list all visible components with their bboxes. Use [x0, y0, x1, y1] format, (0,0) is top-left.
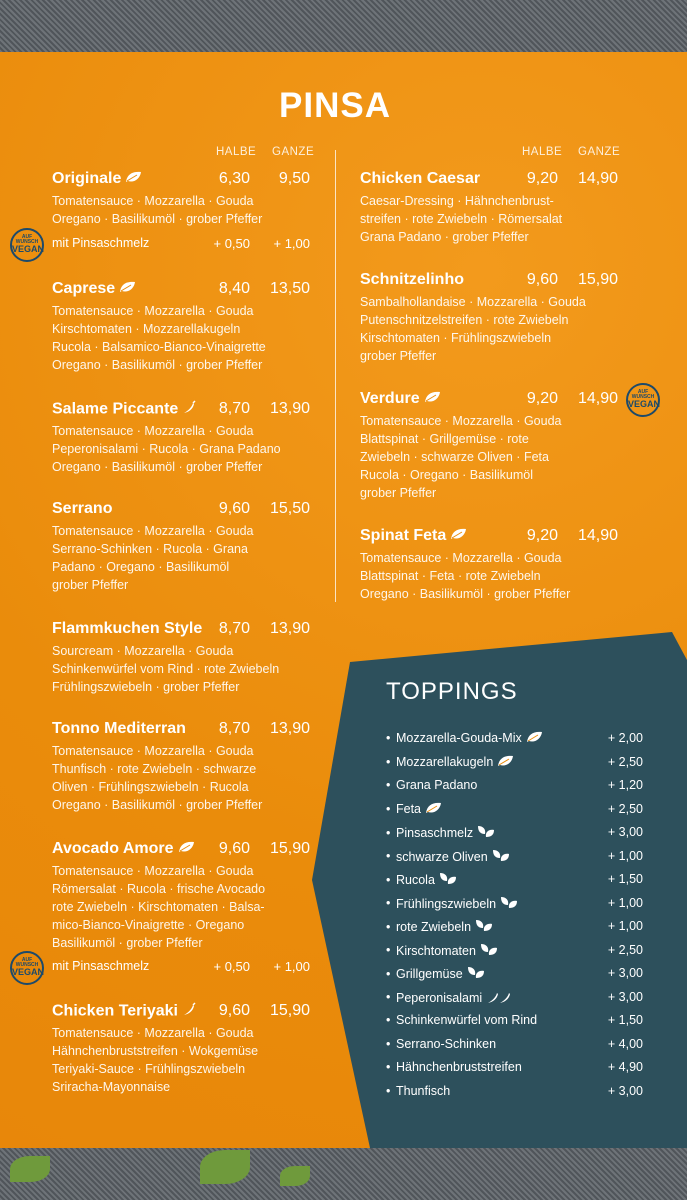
- menu-item-header: [52, 400, 310, 422]
- menu-item-header: [52, 720, 310, 742]
- menu-item[interactable]: [360, 170, 618, 246]
- bullet: •: [386, 1013, 391, 1027]
- menu-item-name: Verdure: [360, 390, 420, 408]
- menu-item-name: Spinat Feta: [360, 527, 447, 545]
- vegan-leaves-icon: [492, 849, 510, 866]
- leaf-icon: [119, 280, 136, 298]
- leaf-icon: [125, 170, 142, 188]
- menu-item-description: Basilikumöl · grober Pfeffer: [52, 936, 203, 950]
- menu-item-description: Blattspinat · Feta · rote Zwiebeln: [360, 569, 541, 583]
- vegan-leaves-icon: [475, 919, 493, 936]
- menu-item[interactable]: [52, 280, 310, 374]
- menu-item-header: [52, 170, 310, 192]
- bullet: •: [386, 896, 391, 911]
- topping-item[interactable]: [386, 1013, 643, 1033]
- menu-item-description: Frühlingszwiebeln · grober Pfeffer: [52, 680, 240, 694]
- menu-item-description: Schinkenwürfel vom Rind · rote Zwiebeln: [52, 662, 280, 676]
- menu-item-description: Tomatensauce · Mozzarella · Gouda: [52, 524, 254, 538]
- topping-price: + 1,20: [607, 778, 643, 792]
- menu-item-description: Oregano · Basilikumöl · grober Pfeffer: [52, 212, 263, 226]
- topping-name: Hähnchenbruststreifen: [396, 1060, 522, 1074]
- topping-name: Grillgemüse: [396, 966, 463, 981]
- price-halbe: 8,70: [218, 720, 250, 737]
- menu-item[interactable]: [52, 500, 310, 594]
- bullet: •: [386, 731, 391, 745]
- menu-item-description: Kirschtomaten · Frühlingszwiebeln: [360, 331, 552, 345]
- price-ganze: 14,90: [577, 390, 618, 407]
- topping-item[interactable]: [386, 966, 643, 986]
- column-header-halbe: HALBE: [216, 146, 257, 158]
- leaf-icon: [497, 755, 514, 770]
- double-chili-icon: [486, 990, 512, 1007]
- menu-item-description: streifen · rote Zwiebeln · Römersalat: [360, 212, 563, 226]
- menu-item-description: Zwiebeln · schwarze Oliven · Feta: [360, 450, 549, 464]
- topping-price: + 1,00: [607, 848, 643, 863]
- topping-name: Mozzarella-Gouda-Mix: [396, 731, 522, 745]
- menu-item-description: Sambalhollandaise · Mozzarella · Gouda: [360, 295, 586, 309]
- topping-price: + 1,50: [607, 872, 643, 886]
- menu-item-header: [360, 170, 618, 192]
- topping-name: Thunfisch: [396, 1083, 451, 1098]
- toppings-title: TOPPINGS: [386, 678, 518, 705]
- price-halbe: 8,70: [218, 400, 250, 417]
- topping-price: + 3,00: [607, 825, 643, 839]
- menu-item-description: Tomatensauce · Mozzarella · Gouda: [52, 1026, 254, 1040]
- price-ganze: 9,50: [278, 170, 310, 187]
- badge-text-main: VEGAN: [12, 244, 45, 254]
- bullet: •: [386, 1060, 391, 1074]
- menu-item-description: Tomatensauce · Mozzarella · Gouda: [52, 744, 254, 758]
- vegan-option[interactable]: [52, 236, 310, 250]
- menu-item-header: [52, 280, 310, 302]
- price-halbe: 9,60: [526, 271, 558, 288]
- menu-item[interactable]: [52, 1002, 310, 1096]
- topping-name: Kirschtomaten: [396, 943, 476, 958]
- price-ganze: 14,90: [577, 527, 618, 544]
- menu-item-description: Grana Padano · grober Pfeffer: [360, 230, 529, 244]
- price-ganze: 14,90: [577, 170, 618, 187]
- bullet: •: [386, 849, 391, 864]
- menu-item-header: [52, 500, 310, 522]
- menu-item-description: Teriyaki-Sauce · Frühlingszwiebeln: [52, 1062, 246, 1076]
- menu-item-description: Thunfisch · rote Zwiebeln · schwarze: [52, 762, 257, 776]
- price-ganze: 15,90: [269, 1002, 310, 1019]
- price-ganze: 15,90: [577, 271, 618, 288]
- topping-name: Peperonisalami: [396, 990, 483, 1005]
- price-halbe: 8,40: [218, 280, 250, 297]
- topping-price: + 2,50: [607, 754, 643, 769]
- price-ganze: 13,90: [269, 400, 310, 417]
- topping-price: + 3,00: [607, 966, 643, 980]
- bullet: •: [386, 872, 391, 887]
- menu-item[interactable]: [360, 390, 618, 502]
- menu-item[interactable]: [52, 720, 310, 814]
- menu-item-description: Tomatensauce · Mozzarella · Gouda: [52, 304, 254, 318]
- badge-text-top: AUF WUNSCH: [15, 234, 39, 245]
- price-halbe: 6,30: [218, 170, 250, 187]
- menu-item-description: Tomatensauce · Mozzarella · Gouda: [52, 864, 254, 878]
- menu-item[interactable]: [52, 840, 310, 952]
- price-halbe: 9,20: [526, 390, 558, 407]
- price-ganze: 13,50: [269, 280, 310, 297]
- bullet: •: [386, 825, 391, 840]
- badge-text-top: AUF WUNSCH: [15, 957, 39, 968]
- page-title: PINSA: [279, 86, 391, 125]
- menu-item-description: Oliven · Frühlingszwiebeln · Rucola: [52, 780, 249, 794]
- vegan-on-request-badge: [10, 228, 44, 262]
- topping-name: Schinkenwürfel vom Rind: [396, 1013, 538, 1027]
- menu-item-description: Römersalat · Rucola · frische Avocado: [52, 882, 266, 896]
- column-header-ganze: GANZE: [272, 146, 315, 158]
- price-halbe: 9,60: [218, 1002, 250, 1019]
- menu-item-description: Oregano · Basilikumöl · grober Pfeffer: [360, 587, 571, 601]
- menu-item-description: Kirschtomaten · Mozzarellakugeln: [52, 322, 241, 336]
- menu-item-description: grober Pfeffer: [360, 349, 437, 363]
- vegan-option[interactable]: [52, 959, 310, 973]
- menu-item-description: Oregano · Basilikumöl · grober Pfeffer: [52, 358, 263, 372]
- topping-name: Serrano-Schinken: [396, 1036, 497, 1051]
- menu-item-name: Serrano: [52, 500, 113, 517]
- menu-item-description: Peperonisalami · Rucola · Grana Padano: [52, 442, 281, 456]
- vegan-leaves-icon: [439, 872, 457, 889]
- menu-item-description: Sriracha-Mayonnaise: [52, 1080, 171, 1094]
- menu-item-description: Serrano-Schinken · Rucola · Grana: [52, 542, 248, 556]
- vegan-leaves-icon: [467, 966, 485, 983]
- topping-item[interactable]: [386, 919, 643, 939]
- badge-text-main: VEGAN: [12, 967, 45, 977]
- vegan-on-request-badge: [626, 383, 660, 417]
- menu-item[interactable]: [52, 170, 310, 228]
- topping-item[interactable]: [386, 778, 643, 798]
- price-halbe: 8,70: [218, 620, 250, 637]
- topping-item[interactable]: [386, 1084, 643, 1104]
- column-header-ganze: GANZE: [578, 146, 621, 158]
- menu-item-name: Chicken Teriyaki: [52, 1002, 178, 1020]
- menu-item-description: Padano · Oregano · Basilikumöl: [52, 560, 230, 574]
- price-ganze: 15,90: [269, 840, 310, 857]
- bullet: •: [386, 801, 391, 816]
- topping-name: rote Zwiebeln: [396, 919, 472, 934]
- topping-price: + 4,90: [607, 1060, 643, 1074]
- vegan-leaves-icon: [477, 825, 495, 842]
- menu-item-description: Tomatensauce · Mozzarella · Gouda: [52, 194, 254, 208]
- topping-price: + 2,50: [607, 942, 643, 957]
- price-ganze: 13,90: [269, 720, 310, 737]
- menu-item-description: Tomatensauce · Mozzarella · Gouda: [360, 414, 562, 428]
- menu-item-header: [52, 1002, 310, 1024]
- topping-item[interactable]: [386, 872, 643, 892]
- topping-name: Mozzarellakugeln: [396, 754, 494, 769]
- menu-item-description: Tomatensauce · Mozzarella · Gouda: [360, 551, 562, 565]
- menu-item-description: Rucola · Oregano · Basilikumöl: [360, 468, 533, 482]
- menu-item[interactable]: [360, 527, 618, 603]
- menu-item-name: Caprese: [52, 280, 116, 298]
- menu-item-name: Flammkuchen Style: [52, 620, 203, 637]
- menu-item-header: [52, 620, 310, 642]
- menu-item-description: Oregano · Basilikumöl · grober Pfeffer: [52, 798, 263, 812]
- menu-item-name: Tonno Mediterran: [52, 720, 186, 737]
- menu-item-name: Chicken Caesar: [360, 170, 481, 187]
- menu-item-description: Rucola · Balsamico-Bianco-Vinaigrette: [52, 340, 266, 354]
- topping-price: + 3,00: [607, 1083, 643, 1098]
- menu-item-description: Tomatensauce · Mozzarella · Gouda: [52, 424, 254, 438]
- column-header-halbe: HALBE: [522, 146, 563, 158]
- topping-price: + 1,00: [607, 895, 643, 910]
- option-price-halbe: + 0,50: [213, 959, 250, 974]
- bullet: •: [386, 754, 391, 769]
- price-ganze: 15,50: [269, 500, 310, 517]
- option-price-halbe: + 0,50: [213, 236, 250, 251]
- bullet: •: [386, 966, 391, 981]
- menu-item-description: Putenschnitzelstreifen · rote Zwiebeln: [360, 313, 569, 327]
- menu-item-name: Originale: [52, 170, 122, 188]
- price-ganze: 13,90: [269, 620, 310, 637]
- price-halbe: 9,20: [526, 170, 558, 187]
- menu-item-description: Sourcream · Mozzarella · Gouda: [52, 644, 234, 658]
- vegan-leaves-icon: [480, 943, 498, 960]
- menu-item-name: Salame Piccante: [52, 400, 179, 418]
- option-price-ganze: + 1,00: [273, 959, 310, 974]
- menu-item-header: [360, 390, 618, 412]
- topping-item[interactable]: [386, 1037, 643, 1057]
- menu-item-description: mico-Bianco-Vinaigrette · Oregano: [52, 918, 245, 932]
- bullet: •: [386, 1083, 391, 1098]
- bullet: •: [386, 1036, 391, 1051]
- menu-item-name: Avocado Amore: [52, 840, 174, 858]
- option-price-ganze: + 1,00: [273, 236, 310, 251]
- menu-item-header: [360, 271, 618, 293]
- topping-item[interactable]: [386, 755, 643, 775]
- leaf-icon: [450, 527, 467, 545]
- topping-item[interactable]: [386, 943, 643, 963]
- menu-item-description: grober Pfeffer: [52, 578, 129, 592]
- menu-item-description: grober Pfeffer: [360, 486, 437, 500]
- menu-item[interactable]: [52, 400, 310, 476]
- column-divider: [335, 150, 336, 602]
- menu-item[interactable]: [52, 620, 310, 696]
- menu-item-description: Blattspinat · Grillgemüse · rote: [360, 432, 529, 446]
- leaf-icon: [425, 802, 442, 817]
- topping-item[interactable]: [386, 731, 643, 751]
- badge-text-top: AUF WUNSCH: [631, 389, 655, 400]
- topping-name: Frühlingszwiebeln: [396, 896, 497, 911]
- topping-name: schwarze Oliven: [396, 849, 488, 864]
- option-label: mit Pinsaschmelz: [52, 959, 150, 973]
- bullet: •: [386, 919, 391, 934]
- vegan-on-request-badge: [10, 951, 44, 985]
- menu-item-description: Oregano · Basilikumöl · grober Pfeffer: [52, 460, 263, 474]
- topping-name: Pinsaschmelz: [396, 825, 474, 840]
- topping-price: + 4,00: [607, 1036, 643, 1051]
- menu-item-description: Hähnchenbruststreifen · Wokgemüse: [52, 1044, 259, 1058]
- bullet: •: [386, 990, 391, 1005]
- topping-name: Rucola: [396, 872, 435, 887]
- leaf-icon: [424, 390, 441, 408]
- topping-item[interactable]: [386, 802, 643, 822]
- price-halbe: 9,60: [218, 500, 250, 517]
- menu-item-header: [360, 527, 618, 549]
- menu-item-name: Schnitzelinho: [360, 271, 464, 288]
- badge-text-main: VEGAN: [628, 399, 661, 409]
- topping-item[interactable]: [386, 990, 643, 1010]
- menu-item-header: [52, 840, 310, 862]
- menu-item-description: Caesar-Dressing · Hähnchenbrust-: [360, 194, 554, 208]
- price-halbe: 9,60: [218, 840, 250, 857]
- menu-item-description: rote Zwiebeln · Kirschtomaten · Balsa-: [52, 900, 265, 914]
- topping-price: + 1,50: [607, 1013, 643, 1027]
- topping-price: + 2,50: [607, 801, 643, 816]
- leaf-icon: [526, 731, 543, 746]
- topping-price: + 2,00: [607, 731, 643, 745]
- topping-item[interactable]: [386, 1060, 643, 1080]
- topping-price: + 1,00: [607, 919, 643, 933]
- topping-name: Feta: [396, 801, 422, 816]
- vegan-leaves-icon: [500, 896, 518, 913]
- topping-item[interactable]: [386, 849, 643, 869]
- price-halbe: 9,20: [526, 527, 558, 544]
- bullet: •: [386, 778, 391, 792]
- option-label: mit Pinsaschmelz: [52, 236, 150, 250]
- topping-price: + 3,00: [607, 989, 643, 1004]
- topping-item[interactable]: [386, 825, 643, 845]
- topping-name: Grana Padano: [396, 778, 478, 792]
- bullet: •: [386, 943, 391, 958]
- menu-item[interactable]: [360, 271, 618, 365]
- topping-item[interactable]: [386, 896, 643, 916]
